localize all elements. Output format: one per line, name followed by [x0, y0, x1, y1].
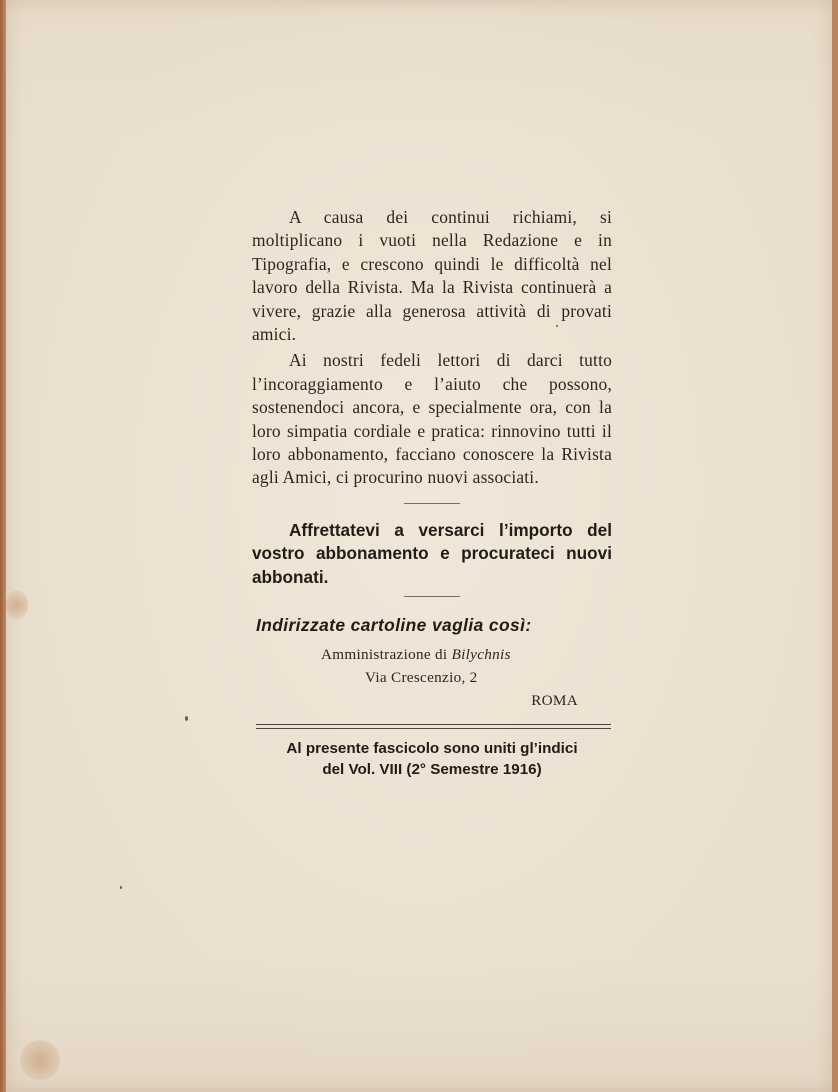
- address-prefix: Amministrazione di: [321, 645, 452, 663]
- address-line-city: ROMA: [531, 691, 578, 709]
- section-divider: [404, 503, 460, 504]
- text-column: [252, 206, 612, 781]
- journal-name: Bilychnis: [451, 645, 511, 663]
- section-divider: [404, 596, 460, 597]
- paper-stain: [20, 1040, 60, 1080]
- paragraph-staff-shortage: A causa dei continui richiami, si moltiplicano i vuoti nella Redazione e in Tipografia, e crescono quindi le difficoltà nel lavoro della Rivista. Ma la Rivista continuerà a vivere, grazie alla generosa attività di provati amici.: [252, 207, 612, 345]
- paper-stain: [6, 590, 28, 620]
- ink-speck: [185, 716, 188, 721]
- paragraph-appeal-readers: Ai nostri fedeli lettori di darci tutto l’incoraggiamento e l’aiuto che possono, sostenendoci ancora, e specialmente ora, con la loro simpatia cordiale e pratica: rinnovino tutti il loro abbonamento, facciano conoscere la Rivista agli Amici, ci procurino nuovi associati.: [252, 350, 612, 488]
- postcard-heading: Indirizzate cartoline vaglia così:: [256, 614, 532, 635]
- index-notice: [252, 738, 612, 781]
- index-notice-line-2: del Vol. VIII (2° Semestre 1916): [322, 761, 542, 779]
- address-line-street: Via Crescenzio, 2: [365, 668, 478, 686]
- mailing-address: [252, 643, 612, 712]
- double-rule-divider: [256, 724, 611, 729]
- subscription-appeal: Affrettatevi a versarci l’importo del vostro abbonamento e procurateci nuovi abbonati.: [252, 519, 612, 588]
- address-line-administration: [252, 643, 612, 666]
- ink-speck: [120, 886, 122, 889]
- index-notice-line-1: Al presente fascicolo sono uniti gl’indici: [286, 739, 578, 757]
